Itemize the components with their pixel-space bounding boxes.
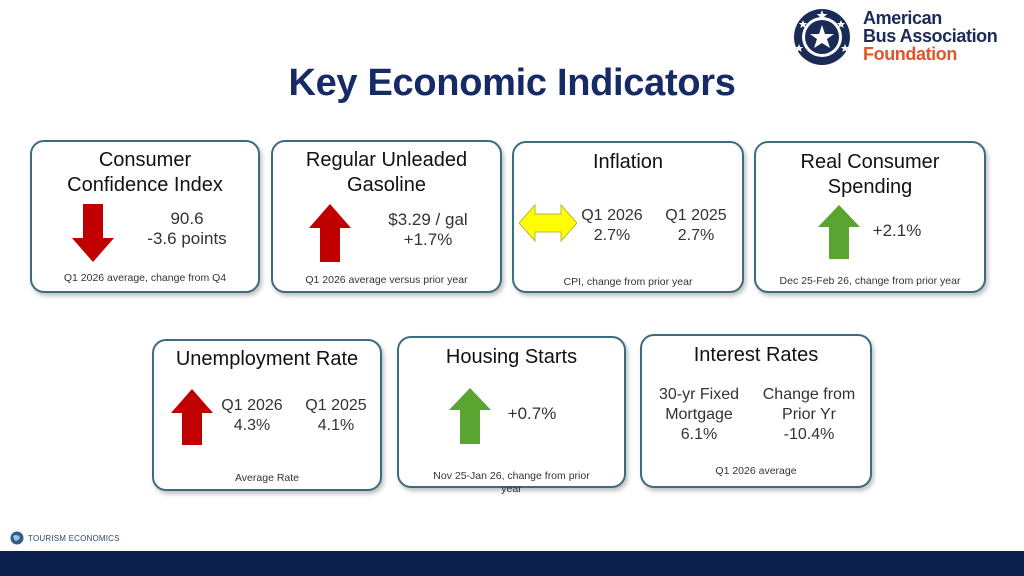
card-title-line2: Confidence Index (67, 174, 223, 196)
card-consumer-spending (754, 141, 986, 293)
up-arrow-red-icon (309, 204, 351, 262)
aba-foundation-logo (793, 8, 1018, 70)
interest-col2-value: -10.4% (783, 426, 835, 443)
card-title-line1: Real Consumer (800, 151, 940, 173)
card-footer-line2: year (501, 483, 522, 495)
card-interest-rates (640, 334, 872, 488)
logo-text-foundation: Foundation (863, 44, 957, 64)
unemployment-col2-value: 4.1% (317, 417, 355, 434)
card-title-line2: Gasoline (347, 174, 426, 196)
card-title: Inflation (592, 151, 664, 173)
card-footer: Average Rate (234, 472, 299, 484)
logo-text-american: American (863, 8, 942, 28)
card-title-line1: Regular Unleaded (305, 149, 468, 171)
interest-col2-line1: Change from (762, 386, 856, 403)
tourism-economics-logo (10, 530, 120, 546)
inflation-col2-value: 2.7% (677, 227, 715, 244)
card-footer: Q1 2026 average (715, 465, 797, 477)
inflation-col1-value: 2.7% (593, 227, 631, 244)
interest-col1-line2: Mortgage (665, 406, 733, 423)
gasoline-value: $3.29 / gal (388, 210, 468, 229)
consumer-confidence-change: -3.6 points (147, 229, 227, 248)
card-consumer-confidence (30, 140, 260, 293)
bottom-bar (0, 551, 1024, 576)
aba-star-logo-icon (793, 8, 851, 66)
down-arrow-red-icon (72, 204, 114, 262)
logo-text-bus-association: Bus Association (863, 26, 998, 46)
card-title-line1: Consumer (98, 149, 192, 171)
card-footer: CPI, change from prior year (563, 276, 693, 288)
card-title: Interest Rates (693, 344, 819, 366)
gasoline-change: +1.7% (403, 230, 453, 249)
up-arrow-green-icon (818, 205, 860, 259)
up-arrow-red-icon (171, 389, 213, 445)
inflation-col2-label: Q1 2025 (665, 207, 727, 224)
interest-col1-value: 6.1% (680, 426, 718, 443)
card-unemployment (152, 339, 382, 491)
consumer-confidence-value: 90.6 (170, 209, 204, 228)
card-footer-line1: Nov 25-Jan 26, change from prior (433, 470, 590, 482)
card-footer: Q1 2026 average, change from Q4 (63, 272, 227, 284)
unemployment-col1-label: Q1 2026 (221, 397, 283, 414)
card-footer: Dec 25-Feb 26, change from prior year (779, 275, 961, 287)
card-housing-starts (397, 336, 626, 495)
interest-col1-line1: 30-yr Fixed (658, 386, 740, 403)
card-inflation (512, 141, 744, 293)
page-title: Key Economic Indicators (288, 62, 736, 104)
card-title: Unemployment Rate (175, 348, 359, 370)
consumer-spending-change: +2.1% (872, 221, 922, 240)
unemployment-col1-value: 4.3% (233, 417, 271, 434)
up-arrow-green-icon (449, 388, 491, 444)
inflation-col1-label: Q1 2026 (581, 207, 643, 224)
double-arrow-yellow-icon (519, 203, 577, 243)
unemployment-col2-label: Q1 2025 (305, 397, 367, 414)
housing-starts-change: +0.7% (507, 404, 557, 423)
tourism-economics-text: TOURISM ECONOMICS (28, 533, 120, 543)
globe-icon (10, 531, 24, 545)
card-gasoline (271, 140, 502, 293)
card-footer: Q1 2026 average versus prior year (305, 274, 468, 286)
card-title-line2: Spending (827, 176, 913, 198)
interest-col2-line2: Prior Yr (782, 406, 836, 423)
card-title: Housing Starts (445, 346, 578, 368)
